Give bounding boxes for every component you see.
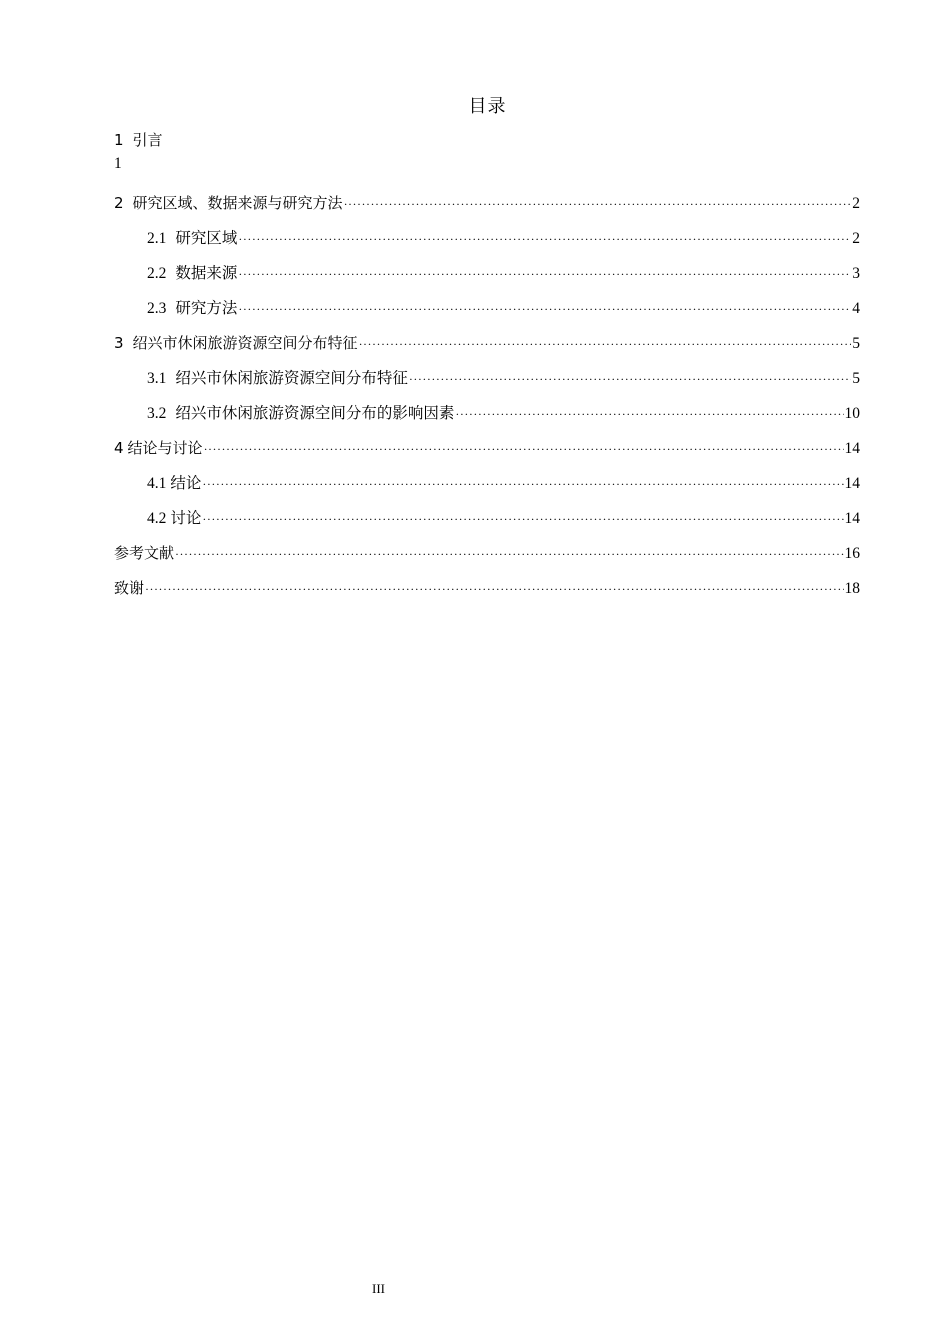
toc-entry-page-number: 14 xyxy=(844,510,860,527)
toc-entry-label: 参考文献 xyxy=(114,544,175,562)
toc-entry-label: 致谢 xyxy=(114,579,145,597)
toc-entry-page-number: 5 xyxy=(852,370,860,387)
toc-entry-label: 绍兴市休闲旅游资源空间分布的影响因素 xyxy=(175,405,455,422)
toc-entry-number: 4.2 xyxy=(147,510,167,527)
dot-leader xyxy=(238,292,851,327)
footer-page-number: III xyxy=(372,1281,385,1296)
dot-leader xyxy=(238,257,851,292)
toc-entry-section-2-2[interactable] xyxy=(114,256,860,291)
toc-entry-label: 研究区域、数据来源与研究方法 xyxy=(132,194,343,212)
toc-entry-page-number: 18 xyxy=(844,580,860,597)
dot-leader xyxy=(409,362,851,397)
dot-leader xyxy=(145,572,843,607)
toc-title: 目录 xyxy=(468,96,507,116)
toc-entry-section-3-1[interactable] xyxy=(114,361,860,396)
toc-entry-chapter-4[interactable] xyxy=(114,431,860,466)
dot-leader xyxy=(175,537,843,572)
dot-leader xyxy=(238,222,851,257)
toc-entry-label: 研究方法 xyxy=(175,300,238,317)
toc-entry-number: 2.1 xyxy=(147,230,167,247)
toc-entry-number: 2 xyxy=(114,194,124,212)
dot-leader xyxy=(344,187,852,222)
toc-entry-page-number: 3 xyxy=(852,265,860,282)
toc-entry-introduction[interactable] xyxy=(114,128,860,152)
toc-entry-section-2-3[interactable] xyxy=(114,291,860,326)
toc-entry-page-number: 4 xyxy=(852,300,860,317)
toc-entry-section-2-1[interactable] xyxy=(114,221,860,256)
toc-entry-number: 3.2 xyxy=(147,405,167,422)
toc-entry-label: 绍兴市休闲旅游资源空间分布特征 xyxy=(132,334,358,352)
dot-leader xyxy=(204,432,844,467)
toc-entry-page-number: 10 xyxy=(844,405,860,422)
toc-entry-number: 1 xyxy=(114,131,124,149)
dot-leader xyxy=(359,327,852,362)
toc-entry-number: 2.3 xyxy=(147,300,167,317)
toc-entry-number: 4 xyxy=(114,439,124,457)
toc-entry-number: 3 xyxy=(114,334,124,352)
toc-entry-page-number: 14 xyxy=(844,440,860,457)
toc-entry-label: 数据来源 xyxy=(175,265,238,282)
dot-leader xyxy=(202,467,843,502)
toc-entry-label: 绍兴市休闲旅游资源空间分布特征 xyxy=(175,370,408,387)
toc-entry-label: 结论 xyxy=(170,475,202,492)
dot-leader xyxy=(455,397,843,432)
toc-entry-chapter-2[interactable] xyxy=(114,186,860,221)
toc-entry-label: 讨论 xyxy=(170,510,202,527)
toc-list xyxy=(114,128,860,606)
toc-entry-label: 研究区域 xyxy=(175,230,238,247)
toc-entry-number: 4.1 xyxy=(147,475,167,492)
toc-entry-page-number: 5 xyxy=(852,335,860,352)
toc-entry-section-4-1[interactable] xyxy=(114,466,860,501)
toc-entry-number: 2.2 xyxy=(147,265,167,282)
toc-entry-number: 3.1 xyxy=(147,370,167,387)
toc-entry-acknowledgements[interactable] xyxy=(114,571,860,606)
dot-leader xyxy=(202,502,843,537)
toc-entry-label: 结论与讨论 xyxy=(127,439,203,457)
toc-entry-page-number: 14 xyxy=(844,475,860,492)
toc-entry-section-3-2[interactable] xyxy=(114,396,860,431)
toc-entry-chapter-3[interactable] xyxy=(114,326,860,361)
toc-entry-page-number: 1 xyxy=(114,155,122,172)
toc-entry-section-4-2[interactable] xyxy=(114,501,860,536)
toc-entry-references[interactable] xyxy=(114,536,860,571)
toc-entry-page-number: 2 xyxy=(852,230,860,247)
toc-entry-page-number: 16 xyxy=(844,545,860,562)
toc-entry-label: 引言 xyxy=(132,131,163,149)
toc-entry-page-number: 2 xyxy=(852,195,860,212)
